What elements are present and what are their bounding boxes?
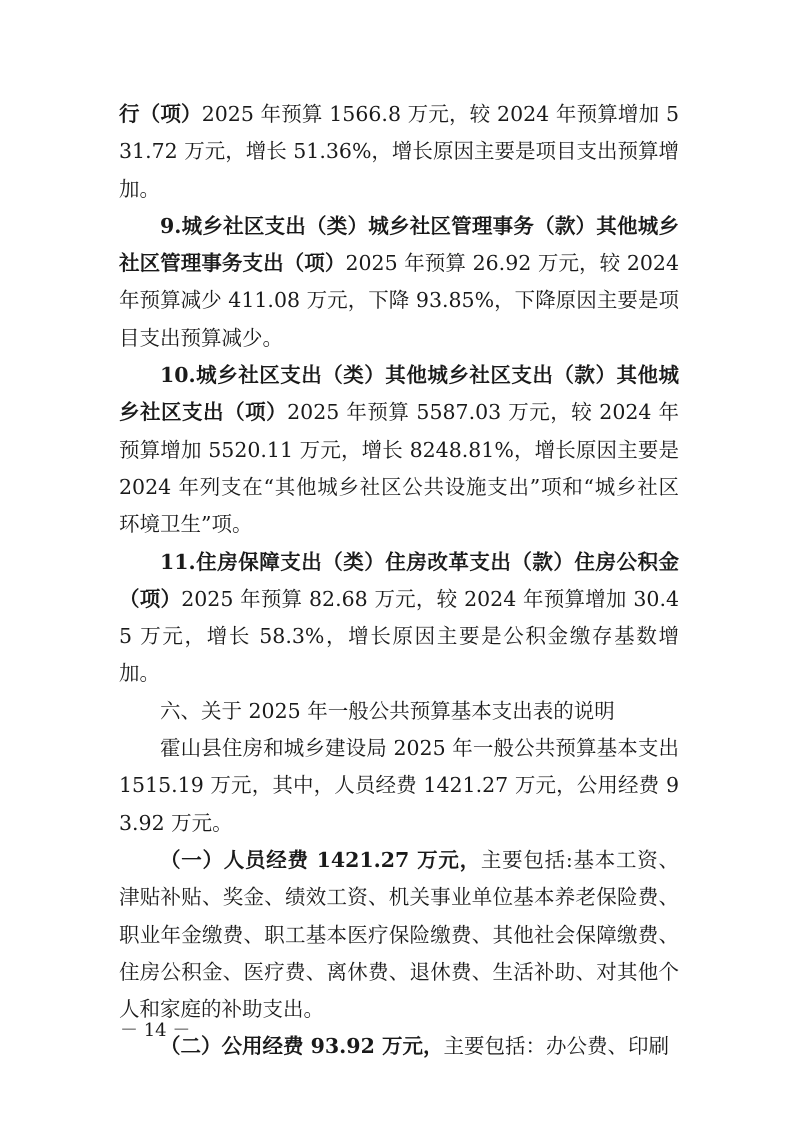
paragraph-text: 2025 年预算 26.92 万元，较 2024 年预算减少 411.08 万元，下降 93.85%，下降原因主要是项目支出预算减少。 (119, 251, 679, 350)
paragraph-item-11 (119, 544, 679, 693)
paragraph-text: 主要包括:基本工资、津贴补贴、奖金、绩效工资、机关事业单位基本养老保险费、职业年金缴费、职工基本医疗保险缴费、其他社会保障缴费、住房公积金、医疗费、离休费、退休费、生活补助、对其他个人和家庭的补助支出。 (119, 847, 679, 1022)
paragraph-item-8-continuation (119, 96, 679, 208)
paragraph-text: 2025 年预算 1566.8 万元，较 2024 年预算增加 531.72 万元，增长 51.36%，增长原因主要是项目支出预算增加。 (119, 102, 679, 201)
paragraph-lead: （二）公用经费 93.92 万元， (160, 1034, 444, 1059)
section-heading-six (119, 693, 679, 730)
paragraph-personnel-expenses (119, 842, 679, 1028)
paragraph-lead: 9.城乡社区支出（类）城乡社区管理事务（款）其他城乡社区管理事务支出（项） (119, 213, 679, 276)
paragraph-lead: 10.城乡社区支出（类）其他城乡社区支出（款）其他城乡社区支出（项） (119, 363, 679, 425)
page-number: － 14 － (120, 1020, 191, 1041)
document-body (119, 96, 679, 1066)
paragraph-text: 2025 年预算 5587.03 万元，较 2024 年预算增加 5520.11 万元，增长 8248.81%，增长原因主要是 2024 年列支在“其他城乡社区公共设施支出”项和“城乡社区环境卫生”项。 (119, 400, 679, 537)
paragraph-text: 主要包括：办公费、印刷 (443, 1034, 669, 1059)
section-heading-text: 六、关于 2025 年一般公共预算基本支出表的说明 (160, 698, 615, 723)
paragraph-basic-expenditure-summary (119, 730, 679, 842)
paragraph-item-9 (119, 208, 679, 357)
paragraph-public-expenses (119, 1028, 679, 1065)
paragraph-lead: （一）人员经费 1421.27 万元， (160, 847, 481, 872)
paragraph-text: 2025 年预算 82.68 万元，较 2024 年预算增加 30.45 万元，增长 58.3%，增长原因主要是公积金缴存基数增加。 (119, 586, 680, 686)
paragraph-item-10 (119, 357, 679, 543)
paragraph-lead: 11.住房保障支出（类）住房改革支出（款）住房公积金（项） (119, 549, 679, 611)
paragraph-lead: 行（项） (119, 102, 202, 126)
paragraph-text: 霍山县住房和城乡建设局 2025 年一般公共预算基本支出 1515.19 万元，其中，人员经费 1421.27 万元，公用经费 93.92 万元。 (119, 736, 679, 835)
